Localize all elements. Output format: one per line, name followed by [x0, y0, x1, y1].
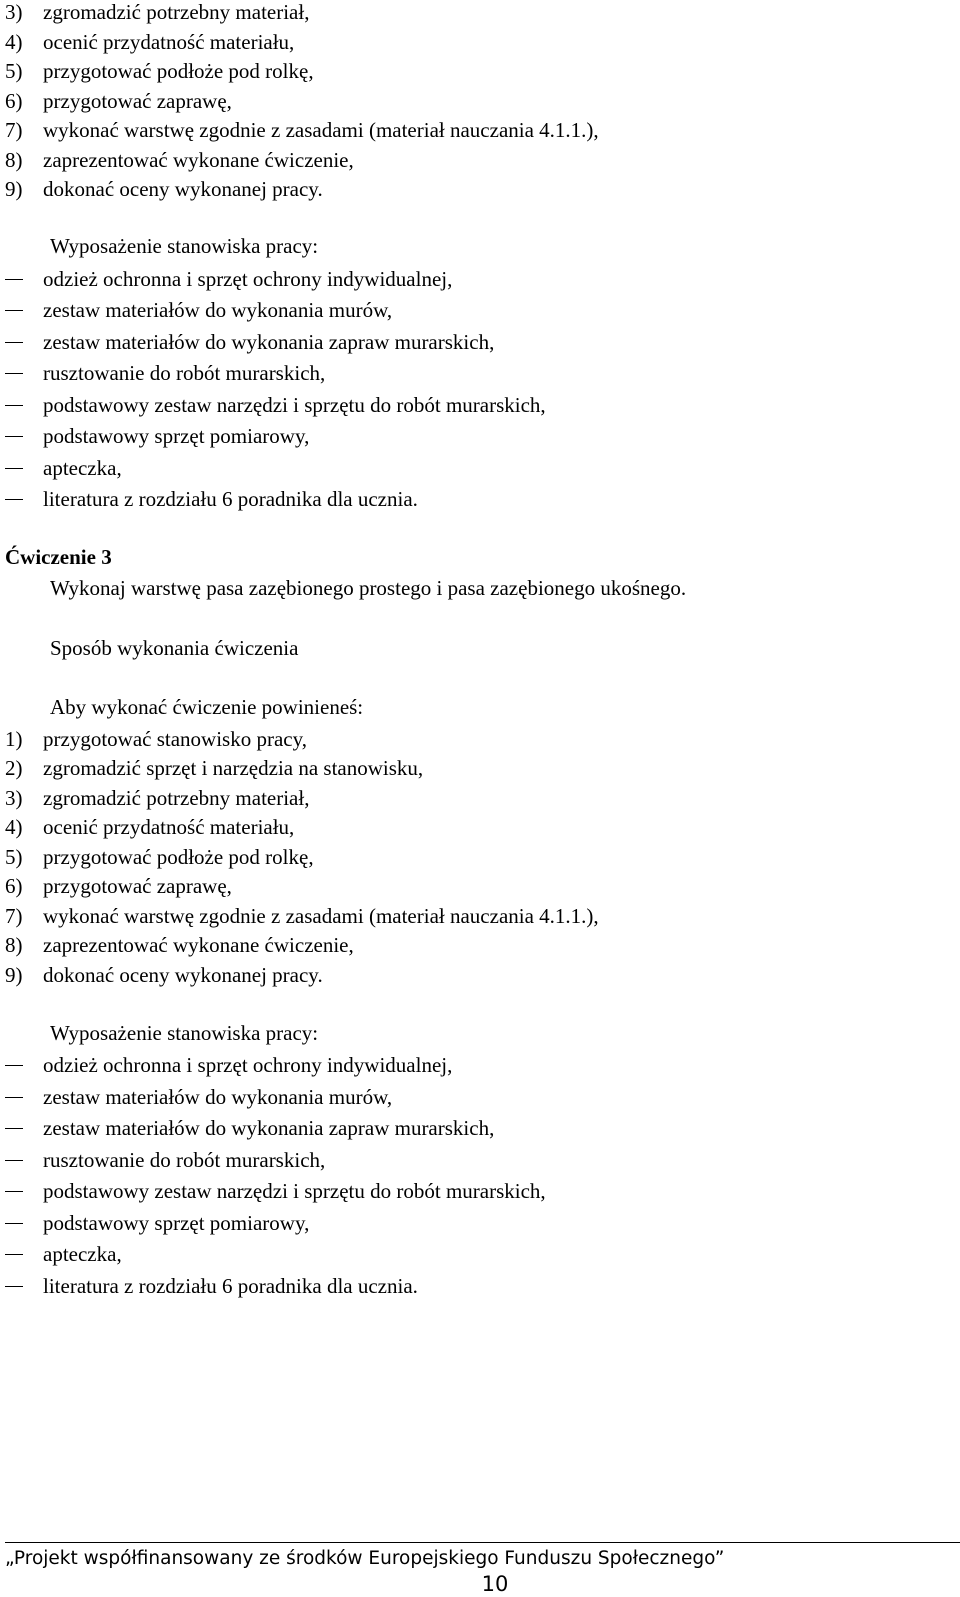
dash-bullet-icon [5, 373, 23, 374]
step-text: zaprezentować wykonane ćwiczenie, [43, 933, 354, 957]
step-number: 4) [5, 815, 23, 839]
step-text: zgromadzić potrzebny materiał, [43, 786, 310, 810]
step-text: przygotować podłoże pod rolkę, [43, 845, 314, 869]
step-text: zgromadzić sprzęt i narzędzia na stanowisku, [43, 756, 424, 780]
dash-bullet-icon [5, 1160, 23, 1161]
dash-bullet-icon [5, 405, 23, 406]
step-number: 6) [5, 874, 23, 898]
step-number: 5) [5, 845, 23, 869]
step-text: przygotować podłoże pod rolkę, [43, 59, 314, 83]
step-number: 7) [5, 118, 23, 142]
step-number: 6) [5, 89, 23, 113]
dash-bullet-icon [5, 342, 23, 343]
step-text: wykonać warstwę zgodnie z zasadami (materiał nauczania 4.1.1.), [43, 118, 599, 142]
step-text: dokonać oceny wykonanej pracy. [43, 177, 323, 201]
step-text: ocenić przydatność materiału, [43, 30, 295, 54]
step-text: wykonać warstwę zgodnie z zasadami (materiał nauczania 4.1.1.), [43, 904, 599, 928]
dash-bullet-icon [5, 279, 23, 280]
page-number: 10 [481, 1572, 509, 1596]
step-text: ocenić przydatność materiału, [43, 815, 295, 839]
footer-project-note: „Projekt współfinansowany ze środków Europejskiego Funduszu Społecznego” [5, 1548, 725, 1569]
step-text: zaprezentować wykonane ćwiczenie, [43, 148, 354, 172]
dash-bullet-icon [5, 1286, 23, 1287]
dash-bullet-icon [5, 1065, 23, 1066]
dash-bullet-icon [5, 310, 23, 311]
step-number: 4) [5, 30, 23, 54]
step-text: przygotować zaprawę, [43, 874, 232, 898]
dash-bullet-icon [5, 436, 23, 437]
dash-bullet-icon [5, 1223, 23, 1224]
step-text: przygotować zaprawę, [43, 89, 232, 113]
step-text: przygotować stanowisko pracy, [43, 727, 307, 751]
footer-divider [5, 1542, 960, 1543]
step-number: 9) [5, 177, 23, 201]
dash-bullet-icon [5, 468, 23, 469]
step-number: 3) [5, 786, 23, 810]
dash-bullet-icon [5, 1254, 23, 1255]
step-number: 8) [5, 148, 23, 172]
dash-bullet-icon [5, 1191, 23, 1192]
step-number: 1) [5, 727, 23, 751]
dash-bullet-icon [5, 1128, 23, 1129]
step-number: 3) [5, 0, 23, 24]
dash-bullet-icon [5, 1097, 23, 1098]
step-text: zgromadzić potrzebny materiał, [43, 0, 310, 24]
step-number: 9) [5, 963, 23, 987]
step-number: 8) [5, 933, 23, 957]
dash-bullet-icon [5, 499, 23, 500]
step-number: 5) [5, 59, 23, 83]
step-number: 7) [5, 904, 23, 928]
step-number: 2) [5, 756, 23, 780]
step-text: dokonać oceny wykonanej pracy. [43, 963, 323, 987]
